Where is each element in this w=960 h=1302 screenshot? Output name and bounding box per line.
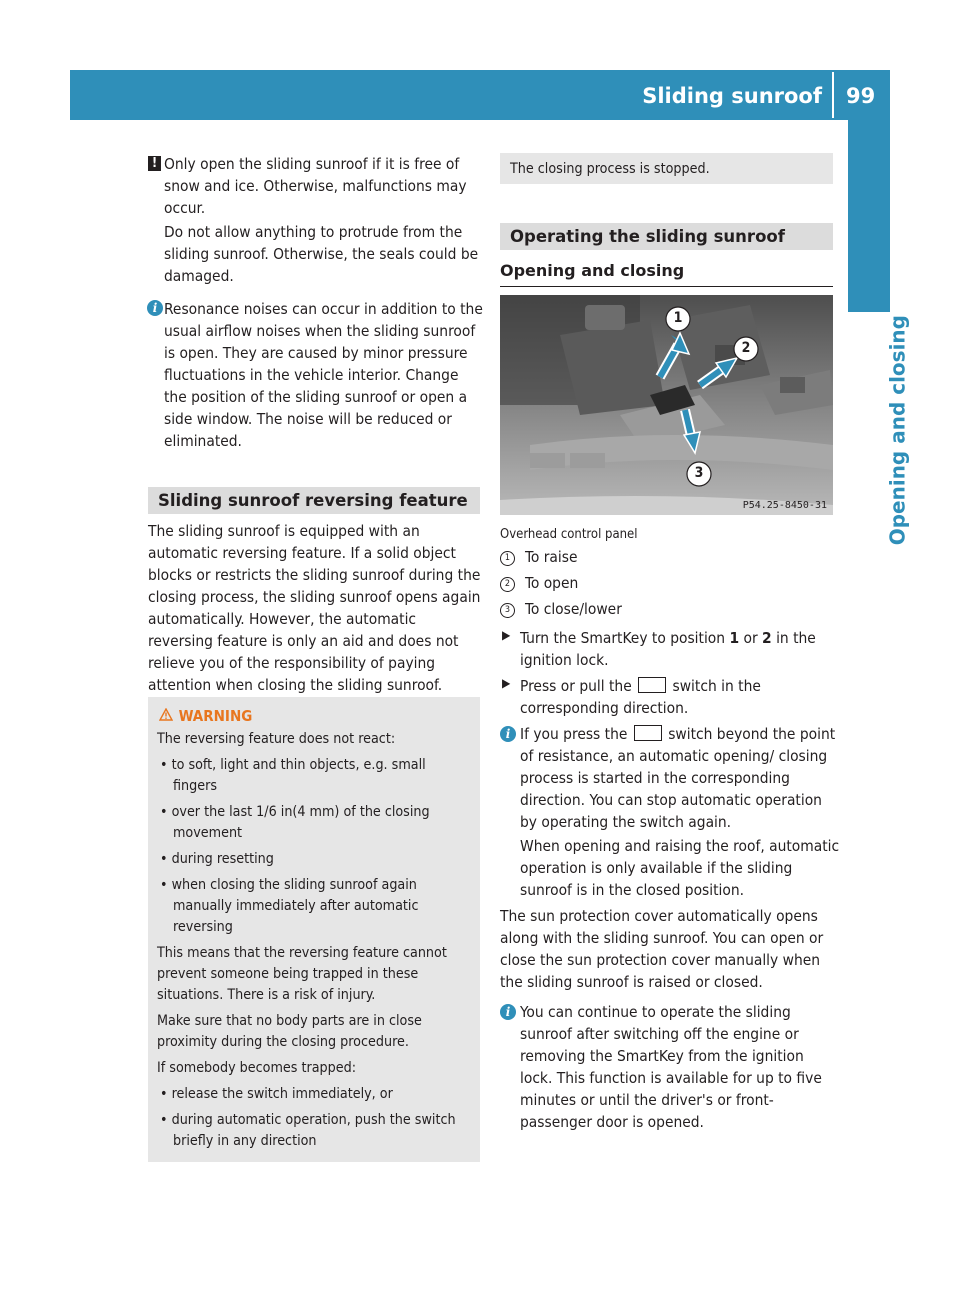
legend-item: 1 To raise — [500, 546, 840, 568]
info-note-1 — [148, 298, 483, 452]
left-column — [148, 153, 483, 452]
header-divider — [832, 72, 834, 118]
side-label: Opening and closing — [885, 315, 909, 546]
switch-symbol-icon — [638, 677, 666, 693]
warning-triangle-icon — [159, 706, 174, 725]
step-arrow-icon: ▶ — [502, 628, 511, 642]
warning-box — [148, 697, 480, 1162]
marker-3: 3 — [694, 465, 704, 481]
warning-bullet: • to soft, light and thin objects, e.g. small fingers — [160, 757, 426, 794]
warning-intro: The reversing feature does not react: — [157, 731, 396, 747]
caution-text-1: Only open the sliding sunroof if it is free of snow and ice. Otherwise, malfunctions may occur. — [164, 155, 467, 217]
warning-heading — [157, 706, 471, 725]
warning-bullet: • during resetting — [160, 851, 274, 867]
warning-text-1: This means that the reversing feature cannot prevent someone being trapped in these situations. There is a risk of injury. — [157, 945, 447, 1003]
warning-bullet: • during automatic operation, push the switch briefly in any direction — [160, 1112, 456, 1149]
reversing-body: The sliding sunroof is equipped with an automatic reversing feature. If a solid object blocks or restricts the sliding sunroof during the closing process, the sliding sunroof opens again automatically. However, the automatic reversing feature is only an aid and does not relieve you of the responsibility of paying attention when closing the sliding sunroof. — [148, 522, 481, 694]
warning-text-3: If somebody becomes trapped: — [157, 1060, 356, 1076]
subsection-rule — [500, 286, 833, 287]
sun-protection-para: The sun protection cover automatically opens along with the sliding sunroof. You can open or close the sun protection cover manually when the sliding sunroof is raised or closed. — [500, 907, 824, 991]
switch-symbol-icon — [634, 725, 662, 741]
figure-code: P54.25-8450-31 — [742, 500, 827, 511]
overhead-panel-photo — [500, 295, 833, 515]
page-title: Sliding sunroof — [642, 84, 822, 108]
warning-bullet: • over the last 1/6 in(4 mm) of the closing movement — [160, 804, 430, 841]
warning-bullet: • release the switch immediately, or — [160, 1086, 393, 1102]
info-note-2: i If you press the switch beyond the point of resistance, an automatic opening/ closing process is started in the corresponding direction. You can stop automatic operation by operating the switch again. When opening and raising the roof, automatic operation is only available if the sliding sunroof is in the closed position. — [500, 723, 840, 901]
info-icon: i — [147, 300, 163, 316]
info-icon: i — [500, 726, 516, 742]
info-icon: i — [500, 1004, 516, 1020]
side-tab — [848, 120, 890, 312]
step-2: ▶ Press or pull the switch in the corresponding direction. — [502, 676, 761, 717]
subsection-title: Opening and closing — [500, 261, 685, 280]
page-number: 99 — [846, 84, 876, 108]
warning-bullet: • when closing the sliding sunroof again manually immediately after automatic reversing — [160, 877, 419, 935]
info-note-1-text: Resonance noises can occur in addition to the usual airflow noises when the sliding sunroof is open. They are caused by minor pressure fluctuations in the vehicle interior. Change the position of the sliding sunroof or open a side window. The noise will be reduced or eliminated. — [164, 300, 483, 450]
warning-text-2: Make sure that no body parts are in close proximity during the closing procedure. — [157, 1013, 422, 1050]
warning-title: WARNING — [178, 707, 253, 725]
legend-list — [500, 546, 840, 1133]
section-heading-reversing: Sliding sunroof reversing feature — [148, 487, 480, 514]
caution-note — [148, 153, 483, 287]
caution-icon: ! — [148, 156, 161, 171]
legend-item: 2 To open — [500, 572, 840, 594]
info-note-3: i You can continue to operate the sliding sunroof after switching off the engine or removing the SmartKey from the ignition lock. This function is available for up to five minutes or until the driver's or front-passenger door is opened. — [500, 1001, 840, 1133]
step-arrow-icon: ▶ — [502, 676, 511, 690]
caution-text-2: Do not allow anything to protrude from the sliding sunroof. Otherwise, the seals could be damaged. — [164, 223, 479, 285]
stopped-box — [500, 153, 833, 184]
section-heading-operating: Operating the sliding sunroof — [500, 223, 833, 250]
legend-item: 3 To close/lower — [500, 598, 840, 620]
figure-caption: Overhead control panel — [500, 527, 638, 542]
step-1: ▶ Turn the SmartKey to position 1 or 2 in the ignition lock. — [502, 628, 816, 669]
stopped-text: The closing process is stopped. — [510, 161, 710, 177]
marker-1: 1 — [673, 310, 683, 326]
marker-2: 2 — [741, 340, 751, 356]
